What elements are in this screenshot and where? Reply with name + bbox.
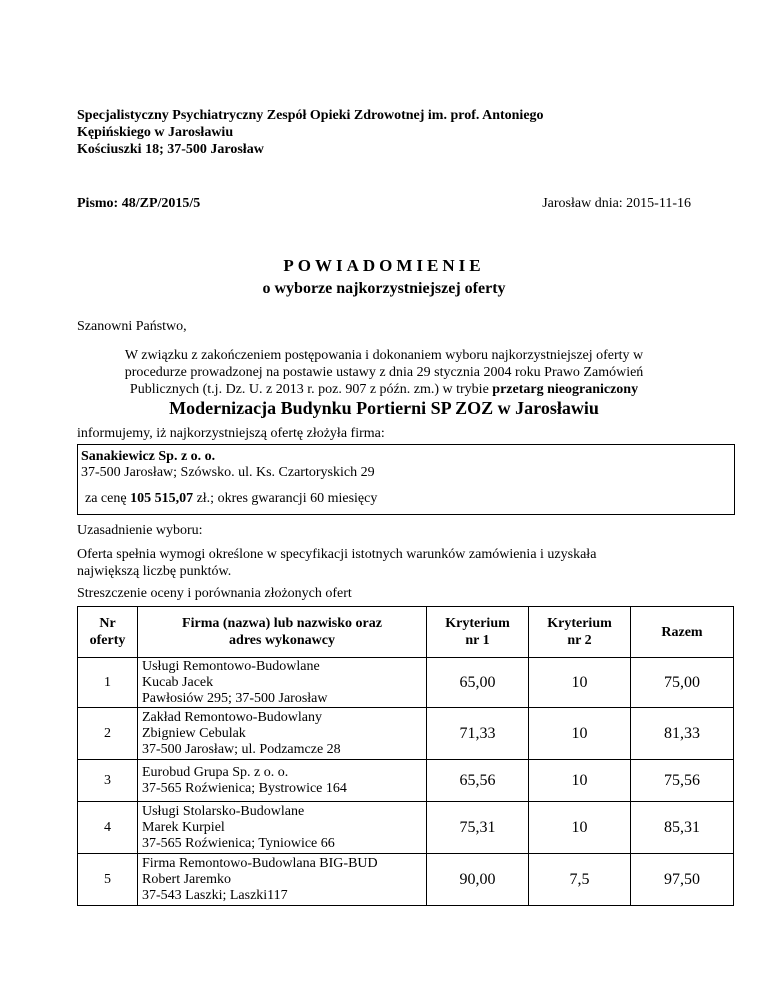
row-total: 75,56 — [631, 760, 734, 802]
intro-line-3-text: Publicznych (t.j. Dz. U. z 2013 r. poz. 907 z późn. zm.) w trybie — [129, 382, 493, 397]
results-table — [77, 606, 734, 906]
firm-line: Usługi Remontowo-Budowlane — [142, 658, 320, 674]
header-firm-line-1: Firma (nazwa) lub nazwisko oraz — [182, 616, 382, 631]
table-row — [78, 802, 734, 854]
table-row — [78, 658, 734, 708]
header-k2-line-1: Kryterium — [547, 616, 612, 631]
header-total: Razem — [631, 607, 734, 658]
firm-line: Usługi Stolarsko-Budowlane — [142, 803, 305, 819]
intro-line-2: procedurze prowadzonej na postawie ustawy z dnia 29 stycznia 2004 roku Prawo Zamówień — [124, 365, 644, 380]
justification-text — [77, 546, 691, 580]
row-criterion-1: 65,56 — [427, 760, 529, 802]
winner-name: Sanakiewicz Sp. z o. o. — [81, 449, 216, 464]
firm-line: Zakład Remontowo-Budowlany — [142, 709, 323, 725]
table-row — [78, 854, 734, 906]
row-firm — [138, 658, 427, 708]
justification-heading: Uzasadnienie wyboru: — [77, 523, 203, 538]
row-criterion-1: 71,33 — [427, 708, 529, 760]
row-criterion-2: 10 — [529, 708, 631, 760]
header-criterion-2 — [529, 607, 631, 658]
firm-line: Firma Remontowo-Budowlana BIG-BUD — [142, 855, 378, 871]
row-firm — [138, 760, 427, 802]
firm-line: 37-500 Jarosław; ul. Podzamcze 28 — [142, 741, 341, 757]
procedure-type: przetarg nieograniczony — [492, 382, 639, 397]
header-nr — [78, 607, 138, 658]
row-firm — [138, 854, 427, 906]
row-criterion-2: 7,5 — [529, 854, 631, 906]
institution-address: Kościuszki 18; 37-500 Jarosław — [77, 142, 264, 157]
row-criterion-2: 10 — [529, 658, 631, 708]
header-criterion-1 — [427, 607, 529, 658]
header-firm — [138, 607, 427, 658]
project-title: Modernizacja Budynku Portierni SP ZOZ w Jarosławiu — [169, 398, 599, 418]
firm-line: Eurobud Grupa Sp. z o. o. — [142, 764, 289, 780]
row-total: 81,33 — [631, 708, 734, 760]
firm-line: Zbigniew Cebulak — [142, 725, 246, 741]
winner-box — [77, 444, 735, 515]
row-total: 97,50 — [631, 854, 734, 906]
row-total: 85,31 — [631, 802, 734, 854]
header-k2-line-2: nr 2 — [567, 633, 592, 648]
row-nr: 1 — [78, 658, 138, 708]
table-row — [78, 708, 734, 760]
firm-line: Robert Jaremko — [142, 871, 232, 887]
intro-paragraph — [77, 347, 691, 398]
firm-line: 37-565 Roźwienica; Tyniowice 66 — [142, 835, 335, 851]
row-nr: 5 — [78, 854, 138, 906]
document-subtitle: o wyborze najkorzystniejszej oferty — [262, 280, 506, 297]
inform-text: informujemy, iż najkorzystniejszą ofertę złożyła firma: — [77, 426, 385, 441]
row-total: 75,00 — [631, 658, 734, 708]
firm-line: 37-543 Laszki; Laszki117 — [142, 887, 288, 903]
header-k1-line-1: Kryterium — [445, 616, 510, 631]
firm-line: Marek Kurpiel — [142, 819, 225, 835]
winner-address: 37-500 Jarosław; Szówsko. ul. Ks. Czartoryskich 29 — [81, 465, 375, 480]
justification-line-2: największą liczbę punktów. — [77, 564, 232, 579]
winner-price-line — [85, 491, 377, 507]
intro-line-1: W związku z zakończeniem postępowania i dokonaniem wyboru najkorzystniejszej oferty w — [124, 348, 644, 363]
winner-price: 105 515,07 — [130, 491, 194, 506]
document-title: POWIADOMIENIE — [283, 256, 485, 275]
table-header-row — [78, 607, 734, 658]
row-firm — [138, 708, 427, 760]
row-criterion-1: 65,00 — [427, 658, 529, 708]
institution-line-2: Kępińskiego w Jarosławiu — [77, 125, 234, 140]
firm-line: 37-565 Roźwienica; Bystrowice 164 — [142, 780, 347, 796]
firm-line: Pawłosiów 295; 37-500 Jarosław — [142, 690, 328, 706]
firm-line: Kucab Jacek — [142, 674, 214, 690]
header-k1-line-2: nr 1 — [465, 633, 490, 648]
row-criterion-1: 90,00 — [427, 854, 529, 906]
table-row — [78, 760, 734, 802]
row-nr: 3 — [78, 760, 138, 802]
place-date: Jarosław dnia: 2015-11-16 — [542, 196, 691, 211]
salutation: Szanowni Państwo, — [77, 319, 187, 334]
row-firm — [138, 802, 427, 854]
row-nr: 2 — [78, 708, 138, 760]
row-criterion-2: 10 — [529, 760, 631, 802]
summary-heading: Streszczenie oceny i porównania złożonych ofert — [77, 586, 352, 601]
row-criterion-2: 10 — [529, 802, 631, 854]
intro-line-3 — [77, 381, 691, 398]
header-nr-line-1: Nr — [99, 616, 116, 631]
price-prefix: za cenę — [85, 491, 131, 506]
institution-line-1: Specjalistyczny Psychiatryczny Zespół Opieki Zdrowotnej im. prof. Antoniego — [77, 108, 544, 123]
header-firm-line-2: adres wykonawcy — [229, 633, 335, 648]
institution-name — [77, 107, 544, 158]
justification-line-1: Oferta spełnia wymogi określone w specyfikacji istotnych warunków zamówienia i uzyskała — [77, 547, 597, 562]
row-criterion-1: 75,31 — [427, 802, 529, 854]
letter-number: Pismo: 48/ZP/2015/5 — [77, 196, 201, 211]
header-nr-line-2: oferty — [89, 633, 126, 648]
price-suffix: zł.; okres gwarancji 60 miesięcy — [193, 491, 378, 506]
row-nr: 4 — [78, 802, 138, 854]
